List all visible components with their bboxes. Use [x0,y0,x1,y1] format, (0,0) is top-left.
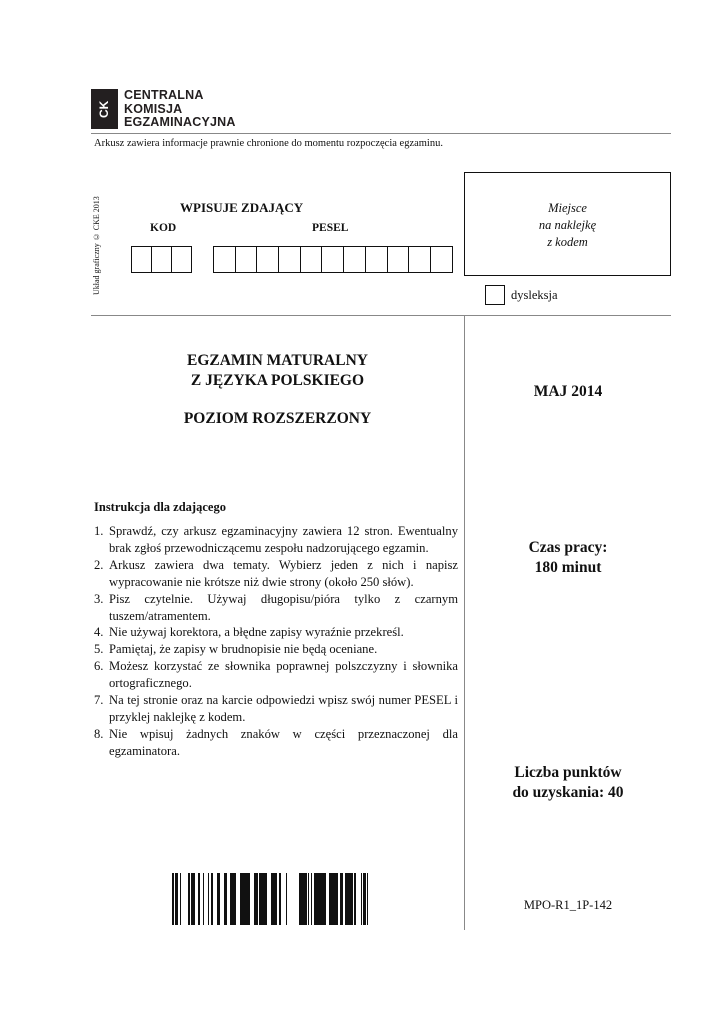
barcode-bar [314,873,316,925]
instruction-item [94,726,458,760]
barcode-bar [363,873,366,925]
item-number: 7. [94,693,104,708]
logo-line-3: EGZAMINACYJNA [124,115,236,129]
item-number: 8. [94,726,104,741]
barcode-bar [334,873,336,925]
barcode-bar [224,873,227,925]
sticker-line-3: z kodem [547,235,588,249]
barcode-bar [350,873,353,925]
header-divider [91,133,671,134]
cke-logo-text [124,89,236,130]
item-number: 6. [94,659,104,674]
item-text: Pamiętaj, że zapisy w brudnopisie nie będą oceniane. [109,642,378,657]
copyright-side-text: Układ graficzny © CKE 2013 [92,196,101,295]
work-time [465,538,671,578]
instructions-heading: Instrukcja dla zdającego [94,500,226,514]
barcode-bar [319,873,321,925]
dyslexia-checkbox[interactable] [485,285,505,305]
exam-session: MAJ 2014 [533,383,603,400]
digit-box[interactable] [171,246,192,273]
barcode-bar [257,873,258,925]
kod-label: KOD [150,222,177,234]
cke-logo-mark [91,89,118,129]
barcode-bar [264,873,266,925]
barcode-bar [232,873,234,925]
barcode-bar [175,873,177,925]
barcode-bar [331,873,334,925]
max-points-value: do uzyskania: 40 [512,784,624,801]
item-text: Możesz korzystać ze słownika poprawnej polszczyzny i słownika ortograficznego. [109,659,458,691]
digit-box[interactable] [151,246,172,273]
barcode-bar [262,873,264,925]
digit-box[interactable] [213,246,236,273]
barcode-bar [286,873,287,925]
work-time-value: 180 minut [534,559,602,576]
instruction-item [94,624,458,641]
barcode-bar [203,873,204,925]
work-time-label: Czas pracy: [528,539,608,556]
item-text: Arkusz zawiera dwa tematy. Wybierz jeden z nich i napisz wypracowanie nie krótsze niż dwie strony (około 250 słów). [109,557,458,589]
sticker-line-2: na naklejkę [538,218,597,232]
sticker-line-1: Miejsce [548,201,587,215]
barcode-bar [234,873,236,925]
barcode-bar [208,873,209,925]
barcode-bar [336,873,338,925]
barcode-bar [340,873,343,925]
barcode-bar [302,873,304,925]
item-text: Nie używaj korektora, a błędne zapisy wyraźnie przekreśl. [109,625,404,640]
barcode-bar [329,873,331,925]
barcode-bar [354,873,356,925]
dyslexia-label: dysleksja [511,288,558,302]
pesel-label: PESEL [312,222,349,234]
barcode-bar [299,873,300,925]
exam-title [91,351,464,391]
confidentiality-notice: Arkusz zawiera informacje prawnie chronione do momentu rozpoczęcia egzaminu. [94,138,443,149]
barcode-bar [321,873,324,925]
barcode-bar [304,873,307,925]
barcode-icon [172,873,368,925]
digit-box[interactable] [131,246,152,273]
section-divider [91,315,671,316]
exam-title-line-1: EGZAMIN MATURALNY [187,352,368,369]
item-text: Pisz czytelnie. Używaj długopisu/pióra tylko z czarnym tuszem/atramentem. [109,591,458,623]
pesel-input-boxes [213,246,452,273]
barcode-bar [271,873,274,925]
instruction-item [94,591,458,625]
digit-box[interactable] [430,246,453,273]
barcode-bar [212,873,213,925]
instruction-item [94,658,458,692]
barcode-bar [172,873,174,925]
sticker-placeholder [464,172,671,276]
barcode-bar [318,873,319,925]
barcode-bar [348,873,350,925]
barcode-bar [211,873,212,925]
digit-box[interactable] [256,246,279,273]
barcode-bar [254,873,257,925]
instructions-list [94,523,458,760]
max-points-label: Liczba punktów [514,764,622,781]
exam-level: POZIOM ROZSZERZONY [183,410,372,427]
kod-input-boxes [131,246,191,273]
barcode-bar [241,873,244,925]
digit-box[interactable] [408,246,431,273]
barcode-bar [217,873,220,925]
barcode-bar [247,873,250,925]
barcode-bar [300,873,302,925]
barcode-bar [259,873,261,925]
digit-box[interactable] [387,246,410,273]
barcode-bar [276,873,277,925]
item-number: 1. [94,524,104,538]
item-text: Na tej stronie oraz na karcie odpowiedzi wpisz swój numer PESEL i przyklej naklejkę z kodem. [109,693,458,724]
barcode-bar [308,873,309,925]
barcode-bar [191,873,194,925]
digit-box[interactable] [321,246,344,273]
barcode-bar [279,873,281,925]
logo-line-2: KOMISJA [124,101,183,116]
column-divider [464,315,465,930]
instruction-item [94,557,458,591]
barcode-bar [311,873,312,925]
barcode-bar [274,873,276,925]
barcode-bar [180,873,181,925]
barcode-bar [240,873,241,925]
digit-box[interactable] [300,246,323,273]
barcode-bar [244,873,247,925]
item-number: 5. [94,642,104,657]
barcode-bar [194,873,195,925]
item-number: 2. [94,557,104,572]
item-number: 4. [94,625,104,640]
candidate-section-title: WPISUJE ZDAJĄCY [180,200,304,215]
instruction-item [94,641,458,658]
barcode-bar [266,873,267,925]
barcode-bar [261,873,262,925]
instruction-item [94,692,458,726]
barcode-bar [230,873,232,925]
logo-mark-text: CK [97,100,111,118]
instruction-item [94,523,458,557]
digit-box[interactable] [278,246,301,273]
barcode-bar [324,873,326,925]
item-text: Sprawdź, czy arkusz egzaminacyjny zawiera 12 stron. Ewentualny brak zgłoś przewodniczącemu zespołu nadzorującego egzamin. [109,524,458,555]
barcode-bar [177,873,178,925]
digit-box[interactable] [365,246,388,273]
logo-line-1: CENTRALNA [124,88,204,102]
item-number: 3. [94,591,104,606]
barcode-bar [361,873,362,925]
digit-box[interactable] [343,246,366,273]
barcode-bar [198,873,200,925]
digit-box[interactable] [235,246,258,273]
form-code: MPO-R1_1P-142 [523,898,613,912]
barcode-bar [188,873,190,925]
barcode-bar [316,873,318,925]
exam-title-line-2: Z JĘZYKA POLSKIEGO [190,372,365,389]
item-text: Nie wpisuj żadnych znaków w części przeznaczonej dla egzaminatora. [109,726,458,758]
max-points [465,763,671,803]
barcode-bar [345,873,348,925]
barcode-bar [367,873,368,925]
